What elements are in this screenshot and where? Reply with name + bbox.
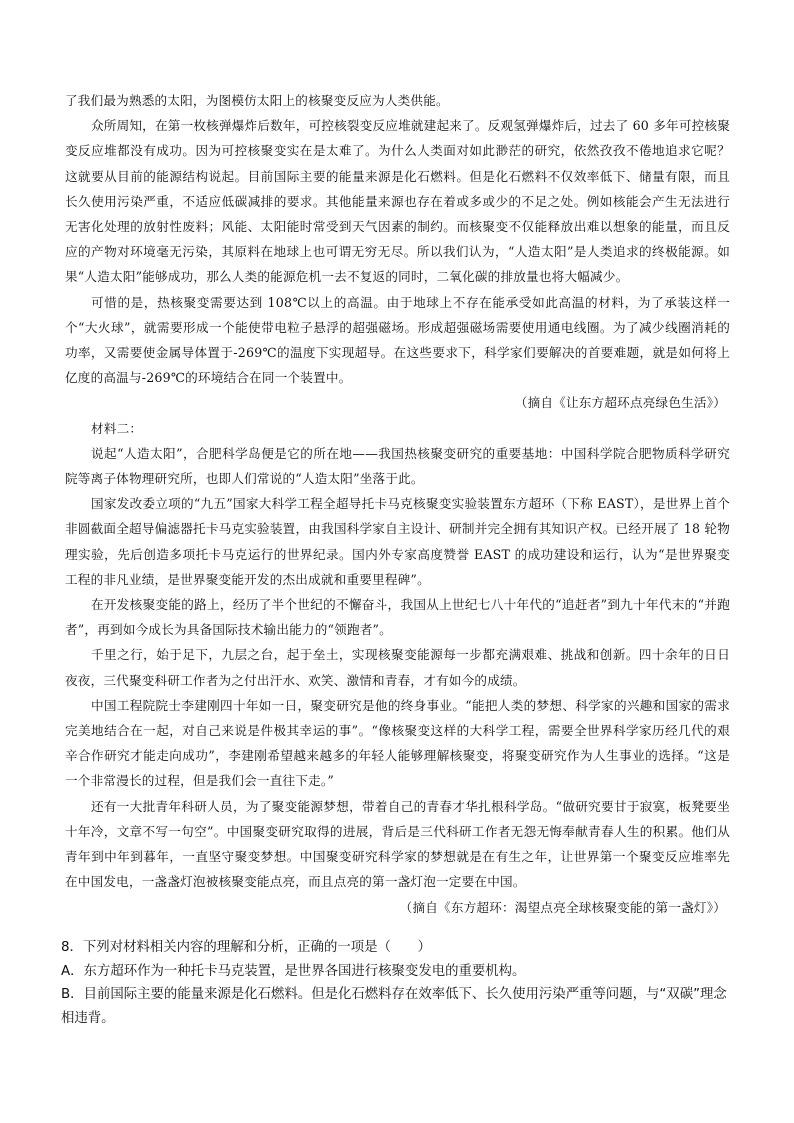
material-two-paragraph-3: 在开发核聚变能的路上，经历了半个世纪的不懈奋斗，我国从上世纪七八十年代的“追赶者”到九十年代末的“并跑者”，再到如今成长为具备国际技术输出能力的“领跑者”。 [65,597,730,638]
material-two-source: （摘自《东方超环：渴望点亮全球核聚变能的第一盏灯》） [399,899,726,915]
material-two-paragraph-1: 说起“人造太阳”，合肥科学岛便是它的所在地——我国热核聚变研究的重要基地：中国科学院合肥物质科学研究院等离子体物理研究所，也即人们常说的“人造太阳”坐落于此。 [65,445,730,487]
material-two-label: 材料二： [91,420,143,436]
reading-passage [65,88,730,920]
material-two-paragraph-6: 还有一大批青年科研人员，为了聚变能源梦想，带着自己的青春才华扎根科学岛。“做研究要甘于寂寞，板凳要坐十年冷，文章不写一句空”。中国聚变研究取得的进展，背后是三代科研工作者无怨无悔奉献青春人生的积累。他们从青年到中年到暮年，一直坚守聚变梦想。中国聚变研究科学家的梦想就是在有生之年，让世界第一个聚变反应堆率先在中国发电，一盏盏灯泡被核聚变能点亮，而且点亮的第一盏灯泡一定要在中国。 [65,798,730,890]
material-one-paragraph-1: 了我们最为熟悉的太阳，为图模仿太阳上的核聚变反应为人类供能。 [65,93,449,108]
question-stem: 8．下列对材料相关内容的理解和分析，正确的一项是（ ） [61,940,432,955]
material-one-source: （摘自《让东方超环点亮绿色生活》） [514,395,726,411]
material-two-paragraph-4: 千里之行，始于足下，九层之台，起于垒土，实现核聚变能源每一步都充满艰难、挑战和创新。四十余年的日日夜夜，三代聚变科研工作者为之付出汗水、欢笑、激情和青春，才有如今的成绩。 [65,647,730,688]
material-one-paragraph-3: 可惜的是，热核聚变需要达到 108℃以上的高温。由于地球上不存在能承受如此高温的材料，为了承装这样一个“大火球”，就需要形成一个能使带电粒子悬浮的超强磁场。形成超强磁场需要使用通电线圈。为了减少线圈消耗的功率，又需要使金属导体置于-269℃的温度下实现超导。在这些要求下，科学家们要解决的首要难题，就是如何将上亿度的高温与-269℃的环境结合在同一个装置中。 [65,294,730,386]
option-a[interactable]: A．东方超环作为一种托卡马克装置，是世界各国进行核聚变发电的重要机构。 [61,963,526,979]
question-8 [61,936,736,1030]
option-b[interactable]: B．目前国际主要的能量来源是化石燃料。但是化石燃料存在效率低下、长久使用污染严重等问题，与“双碳”理念相违背。 [61,987,727,1026]
material-two-paragraph-5: 中国工程院院士李建刚四十年如一日，聚变研究是他的终身事业。“能把人类的梦想、科学家的兴趣和国家的需求完美地结合在一起，对自己来说是件极其幸运的事”。“像核聚变这样的大科学工程，需要全世界科学家历经几代的艰辛合作研究才能走向成功”，李建刚希望越来越多的年轻人能够理解核聚变，将聚变研究作为人生事业的选择。“这是一个非常漫长的过程，但是我们会一直往下走。” [65,697,730,789]
material-one-paragraph-2: 众所周知，在第一枚核弹爆炸后数年，可控核裂变反应堆就建起来了。反观氢弹爆炸后，过去了 60 多年可控核聚变反应堆都没有成功。因为可控核聚变实在是太难了。为什么人类面对如此渺茫的研究，依然孜孜不倦地追求它呢？这就要从目前的能源结构说起。目前国际主要的能量来源是化石燃料。但是化石燃料不仅效率低下、储量有限，而且长久使用污染严重，不适应低碳减排的要求。其他能量来源也存在着或多或少的不足之处。例如核能会产生无法进行无害化处理的放射性废料；风能、太阳能时常受到天气因素的制约。而核聚变不仅能释放出难以想象的能量，而且反应的产物对环境毫无污染，其原料在地球上也可谓无穷无尽。所以我们认为，“人造太阳”是人类追求的终极能源。如果“人造太阳”能够成功，那么人类的能源危机一去不复返的同时，二氧化碳的排放量也将大幅减少。 [65,118,730,285]
material-two-paragraph-2: 国家发改委立项的“九五”国家大科学工程全超导托卡马克核聚变实验装置东方超环（下称 EAST），是世界上首个非圆截面全超导偏滤器托卡马克实验装置，由我国科学家自主设计、研制并完全拥有其知识产权。已经开展了 18 轮物理实验，先后创造多项托卡马克运行的世界纪录。国内外专家高度赞誉 EAST 的成功建设和运行，认为“是世界聚变工程的非凡业绩，是世界聚变能开发的杰出成就和重要里程碑”。 [65,496,730,587]
